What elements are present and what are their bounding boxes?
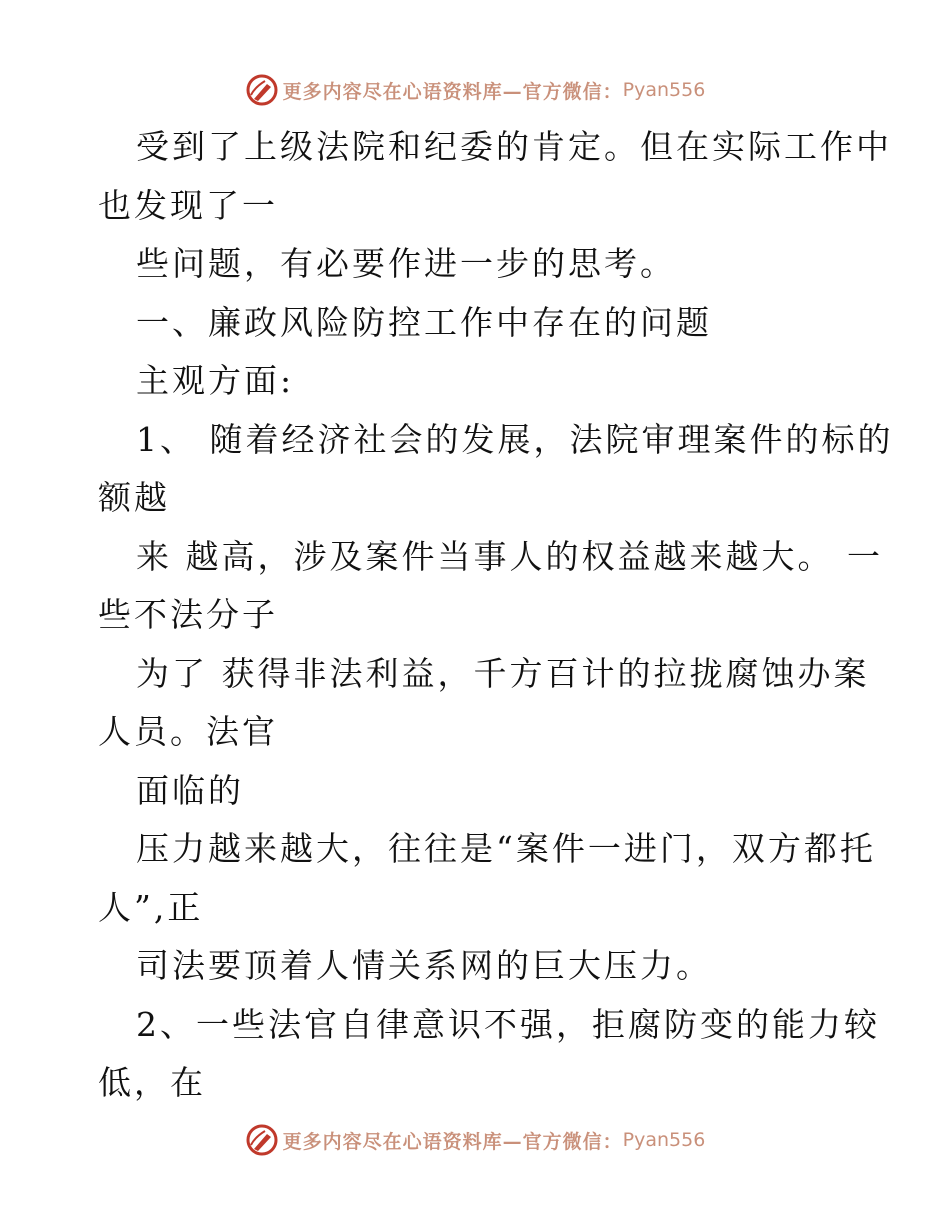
text-line: 人员。法官 (98, 712, 278, 751)
watermark-header (0, 70, 950, 110)
watermark-text: 更多内容尽在心语资料库—官方微信： (282, 80, 623, 103)
text-line: 也发现了一 (98, 185, 278, 225)
watermark-footer (0, 1120, 950, 1160)
text-line: 些不法分子 (98, 595, 278, 634)
text-line: 些问题，有必要作进一步的思考。 (136, 244, 676, 283)
text-line: 司法要顶着人情关系网的巨大压力。 (136, 946, 712, 985)
watermark-wechat-id: Pyan556 (622, 1129, 706, 1151)
text-line: 来 越高，涉及案件当事人的权益越来越大。 一 (136, 536, 883, 576)
text-line: 1、 随着经济社会的发展，法院审理案件的标的 (136, 419, 894, 459)
pen-logo-icon (245, 1123, 279, 1157)
text-line: 受到了上级法院和纪委的肯定。但在实际工作中 (136, 127, 892, 166)
text-line: 主观方面: (136, 361, 295, 400)
document-body (98, 118, 894, 1113)
watermark-wechat-id: Pyan556 (622, 79, 706, 101)
text-line: 低，在 (98, 1063, 206, 1102)
watermark-text: 更多内容尽在心语资料库—官方微信： (282, 1130, 623, 1153)
text-line: 压力越来越大，往往是“案件一进门，双方都托 (136, 829, 876, 868)
text-line: 人”,正 (98, 887, 204, 927)
text-line: 一、廉政风险防控工作中存在的问题 (136, 302, 712, 342)
text-line: 为了 获得非法利益，千方百计的拉拢腐蚀办案 (136, 653, 870, 693)
pen-logo-icon (245, 73, 279, 107)
text-line: 面临的 (136, 770, 244, 810)
text-line: 2、一些法官自律意识不强，拒腐防变的能力较 (136, 1004, 880, 1044)
text-line: 额越 (98, 478, 170, 517)
